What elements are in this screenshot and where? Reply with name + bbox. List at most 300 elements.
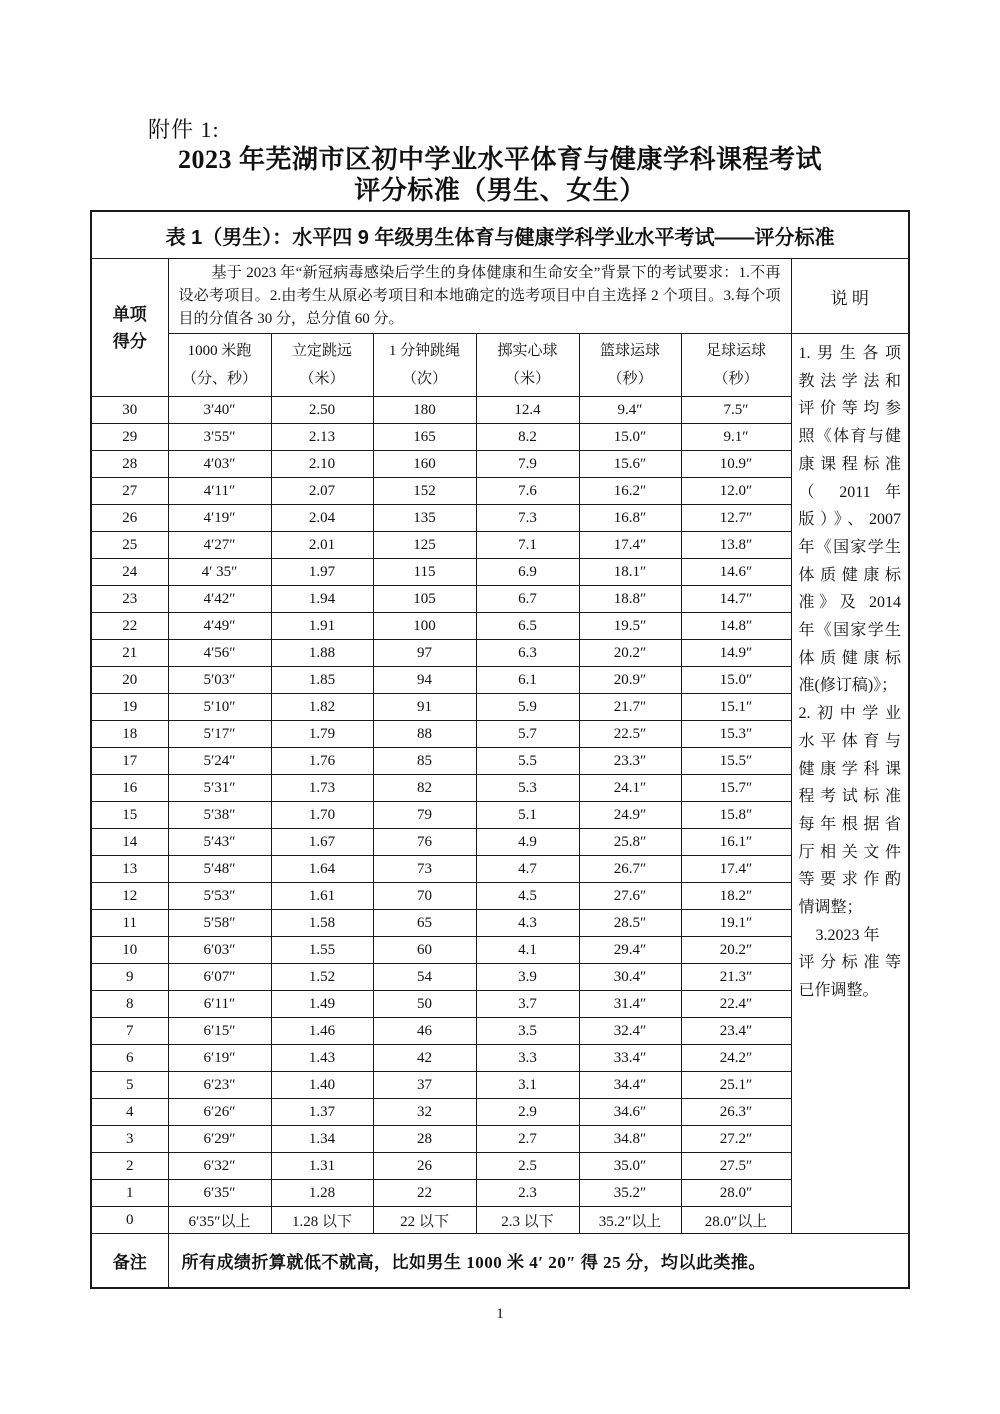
value-cell: 12.4: [476, 397, 579, 424]
value-cell: 15.8″: [681, 802, 791, 829]
value-cell: 1.43: [271, 1045, 373, 1072]
value-cell: 6.1: [476, 667, 579, 694]
table-row: [91, 667, 909, 694]
value-cell: 6.7: [476, 586, 579, 613]
event-unit: （米）: [504, 371, 550, 387]
value-cell: 5′48″: [168, 856, 271, 883]
table-row: [91, 991, 909, 1018]
value-cell: 14.9″: [681, 640, 791, 667]
notes-line: 教法学法和: [798, 372, 902, 390]
value-cell: 37: [373, 1072, 476, 1099]
event-column-header: [271, 334, 373, 397]
value-cell: 105: [373, 586, 476, 613]
value-cell: 1.31: [271, 1153, 373, 1180]
value-cell: 6′26″: [168, 1099, 271, 1126]
value-cell: 91: [373, 694, 476, 721]
value-cell: 12.0″: [681, 478, 791, 505]
value-cell: 1.40: [271, 1072, 373, 1099]
table-row: [91, 1126, 909, 1153]
event-unit: （分、秒）: [181, 371, 257, 387]
table-row: [91, 532, 909, 559]
value-cell: 2.5: [476, 1153, 579, 1180]
value-cell: 27.2″: [681, 1126, 791, 1153]
notes-line: 康课程标准: [798, 455, 902, 473]
value-cell: 21.3″: [681, 964, 791, 991]
value-cell: 50: [373, 991, 476, 1018]
value-cell: 70: [373, 883, 476, 910]
value-cell: 160: [373, 451, 476, 478]
notes-line: 每年根据省: [798, 815, 902, 833]
value-cell: 6′35″: [168, 1180, 271, 1207]
value-cell: 28.5″: [579, 910, 681, 937]
value-cell: 5′53″: [168, 883, 271, 910]
value-cell: 2.10: [271, 451, 373, 478]
value-cell: 4′27″: [168, 532, 271, 559]
score-cell: 20: [91, 667, 168, 694]
score-cell: 12: [91, 883, 168, 910]
score-cell: 0: [91, 1207, 168, 1234]
value-cell: 4′03″: [168, 451, 271, 478]
value-cell: 3.3: [476, 1045, 579, 1072]
value-cell: 5′58″: [168, 910, 271, 937]
value-cell: 3.1: [476, 1072, 579, 1099]
value-cell: 60: [373, 937, 476, 964]
score-cell: 1: [91, 1180, 168, 1207]
value-cell: 4′56″: [168, 640, 271, 667]
value-cell: 7.6: [476, 478, 579, 505]
event-column-header: [579, 334, 681, 397]
notes-line: 评分标准等: [798, 954, 902, 972]
value-cell: 1.49: [271, 991, 373, 1018]
value-cell: 1.55: [271, 937, 373, 964]
table-row: [91, 586, 909, 613]
value-cell: 5′17″: [168, 721, 271, 748]
value-cell: 2.3 以下: [476, 1207, 579, 1234]
notes-line: 1.男生各项: [798, 345, 902, 362]
table-row: [91, 451, 909, 478]
table-row: [91, 613, 909, 640]
table-row: [91, 937, 909, 964]
value-cell: 6.9: [476, 559, 579, 586]
score-header-line1: 单项: [112, 304, 147, 324]
value-cell: 19.1″: [681, 910, 791, 937]
value-cell: 16.1″: [681, 829, 791, 856]
value-cell: 4.5: [476, 883, 579, 910]
table-row: [91, 505, 909, 532]
event-name: 掷实心球: [497, 343, 558, 359]
notes-header: 说 明: [791, 259, 909, 334]
value-cell: 5′10″: [168, 694, 271, 721]
score-cell: 22: [91, 613, 168, 640]
score-header-line2: 得分: [112, 331, 147, 351]
table-row: [91, 424, 909, 451]
value-cell: 5.9: [476, 694, 579, 721]
value-cell: 17.4″: [681, 856, 791, 883]
value-cell: 2.07: [271, 478, 373, 505]
score-cell: 23: [91, 586, 168, 613]
value-cell: 18.1″: [579, 559, 681, 586]
table-row: [91, 883, 909, 910]
score-cell: 14: [91, 829, 168, 856]
value-cell: 4′49″: [168, 613, 271, 640]
table-row: [91, 1180, 909, 1207]
value-cell: 24.9″: [579, 802, 681, 829]
table-row: [91, 478, 909, 505]
score-cell: 30: [91, 397, 168, 424]
value-cell: 31.4″: [579, 991, 681, 1018]
table-title-row: [91, 211, 909, 259]
value-cell: 165: [373, 424, 476, 451]
value-cell: 7.5″: [681, 397, 791, 424]
score-cell: 11: [91, 910, 168, 937]
table-row: [91, 640, 909, 667]
value-cell: 46: [373, 1018, 476, 1045]
event-name: 1000 米跑: [187, 343, 252, 359]
value-cell: 4.1: [476, 937, 579, 964]
value-cell: 5.1: [476, 802, 579, 829]
value-cell: 20.9″: [579, 667, 681, 694]
table-title: 表 1（男生）：水平四 9 年级男生体育与健康学科学业水平考试——评分标准: [91, 211, 909, 259]
value-cell: 82: [373, 775, 476, 802]
value-cell: 18.2″: [681, 883, 791, 910]
value-cell: 18.8″: [579, 586, 681, 613]
value-cell: 73: [373, 856, 476, 883]
value-cell: 24.1″: [579, 775, 681, 802]
value-cell: 15.6″: [579, 451, 681, 478]
score-cell: 26: [91, 505, 168, 532]
value-cell: 54: [373, 964, 476, 991]
value-cell: 1.67: [271, 829, 373, 856]
value-cell: 28: [373, 1126, 476, 1153]
notes-line: 已作调整。: [798, 982, 879, 1000]
notes-content: [791, 334, 909, 1234]
table-row: [91, 694, 909, 721]
table-row: [91, 1099, 909, 1126]
value-cell: 180: [373, 397, 476, 424]
table-row: [91, 829, 909, 856]
value-cell: 6′15″: [168, 1018, 271, 1045]
event-name: 立定跳远: [291, 343, 352, 359]
value-cell: 28.0″以上: [681, 1207, 791, 1234]
score-column-header: [91, 259, 168, 397]
value-cell: 1.82: [271, 694, 373, 721]
table-row: [91, 1153, 909, 1180]
value-cell: 4.3: [476, 910, 579, 937]
notes-line: （ 2011 年: [798, 483, 902, 501]
value-cell: 1.70: [271, 802, 373, 829]
value-cell: 42: [373, 1045, 476, 1072]
value-cell: 2.9: [476, 1099, 579, 1126]
value-cell: 3′55″: [168, 424, 271, 451]
score-cell: 13: [91, 856, 168, 883]
event-column-header: [476, 334, 579, 397]
notes-line: 健康学科课: [798, 760, 902, 778]
score-cell: 2: [91, 1153, 168, 1180]
value-cell: 20.2″: [681, 937, 791, 964]
value-cell: 1.28: [271, 1180, 373, 1207]
value-cell: 4.7: [476, 856, 579, 883]
value-cell: 1.88: [271, 640, 373, 667]
value-cell: 3.7: [476, 991, 579, 1018]
value-cell: 15.1″: [681, 694, 791, 721]
table-row: [91, 397, 909, 424]
value-cell: 5′31″: [168, 775, 271, 802]
value-cell: 152: [373, 478, 476, 505]
value-cell: 3.9: [476, 964, 579, 991]
value-cell: 17.4″: [579, 532, 681, 559]
notes-line: 准》及 2014: [798, 594, 902, 612]
value-cell: 4′42″: [168, 586, 271, 613]
value-cell: 7.1: [476, 532, 579, 559]
value-cell: 100: [373, 613, 476, 640]
value-cell: 5.3: [476, 775, 579, 802]
notes-line: 版）》、2007: [798, 511, 902, 529]
notes-line: 程考试标准: [798, 788, 902, 806]
value-cell: 12.7″: [681, 505, 791, 532]
score-cell: 9: [91, 964, 168, 991]
document-title-line1: 2023 年芜湖市区初中学业水平体育与健康学科课程考试: [177, 145, 822, 174]
value-cell: 2.04: [271, 505, 373, 532]
score-table: [90, 210, 910, 1289]
value-cell: 1.34: [271, 1126, 373, 1153]
value-cell: 1.91: [271, 613, 373, 640]
value-cell: 35.2″以上: [579, 1207, 681, 1234]
table-row: [91, 910, 909, 937]
table-row: [91, 964, 909, 991]
value-cell: 24.2″: [681, 1045, 791, 1072]
value-cell: 1.61: [271, 883, 373, 910]
value-cell: 6′19″: [168, 1045, 271, 1072]
score-cell: 5: [91, 1072, 168, 1099]
value-cell: 33.4″: [579, 1045, 681, 1072]
event-column-header: [681, 334, 791, 397]
value-cell: 23.4″: [681, 1018, 791, 1045]
value-cell: 115: [373, 559, 476, 586]
table-row: [91, 775, 909, 802]
value-cell: 2.13: [271, 424, 373, 451]
value-cell: 6′07″: [168, 964, 271, 991]
table-row: [91, 559, 909, 586]
value-cell: 16.8″: [579, 505, 681, 532]
score-cell: 16: [91, 775, 168, 802]
value-cell: 1.58: [271, 910, 373, 937]
event-unit: （秒）: [713, 371, 759, 387]
exam-requirements: 基于 2023 年“新冠病毒感染后学生的身体健康和生命安全”背景下的考试要求：1.不再设必考项目。2.由考生从原必考项目和本地确定的选考项目中自主选择 2 个项目。3.每个项目的分值各 30 分，总分值 60 分。: [168, 259, 791, 334]
value-cell: 30.4″: [579, 964, 681, 991]
value-cell: 1.85: [271, 667, 373, 694]
value-cell: 8.2: [476, 424, 579, 451]
score-cell: 21: [91, 640, 168, 667]
value-cell: 22.4″: [681, 991, 791, 1018]
value-cell: 20.2″: [579, 640, 681, 667]
value-cell: 6.3: [476, 640, 579, 667]
value-cell: 4′11″: [168, 478, 271, 505]
score-cell: 4: [91, 1099, 168, 1126]
value-cell: 5.5: [476, 748, 579, 775]
value-cell: 28.0″: [681, 1180, 791, 1207]
value-cell: 7.3: [476, 505, 579, 532]
value-cell: 79: [373, 802, 476, 829]
value-cell: 15.3″: [681, 721, 791, 748]
value-cell: 26.3″: [681, 1099, 791, 1126]
column-units-row: [91, 334, 909, 397]
notes-line: 水平体育与: [798, 732, 902, 750]
score-cell: 18: [91, 721, 168, 748]
value-cell: 29.4″: [579, 937, 681, 964]
value-cell: 6.5: [476, 613, 579, 640]
value-cell: 6′23″: [168, 1072, 271, 1099]
value-cell: 5′24″: [168, 748, 271, 775]
value-cell: 76: [373, 829, 476, 856]
value-cell: 14.7″: [681, 586, 791, 613]
score-cell: 24: [91, 559, 168, 586]
event-name: 篮球运球: [599, 343, 660, 359]
value-cell: 32.4″: [579, 1018, 681, 1045]
remark-text: 所有成绩折算就低不就高，比如男生 1000 米 4′ 20″ 得 25 分，均以此类推。: [168, 1234, 909, 1289]
notes-line: 年《国家学生: [798, 622, 902, 640]
value-cell: 5.7: [476, 721, 579, 748]
value-cell: 14.6″: [681, 559, 791, 586]
value-cell: 6′03″: [168, 937, 271, 964]
score-cell: 15: [91, 802, 168, 829]
remark-label: 备注: [91, 1234, 168, 1289]
value-cell: 1.76: [271, 748, 373, 775]
value-cell: 5′43″: [168, 829, 271, 856]
score-cell: 10: [91, 937, 168, 964]
event-column-header: [373, 334, 476, 397]
table-row: [91, 721, 909, 748]
value-cell: 27.6″: [579, 883, 681, 910]
value-cell: 15.7″: [681, 775, 791, 802]
value-cell: 65: [373, 910, 476, 937]
value-cell: 23.3″: [579, 748, 681, 775]
value-cell: 26: [373, 1153, 476, 1180]
notes-line: 年《国家学生: [798, 538, 902, 556]
notes-line: 情调整；: [798, 899, 863, 917]
notes-line: 准(修订稿)》；: [798, 677, 898, 695]
value-cell: 15.0″: [579, 424, 681, 451]
value-cell: 1.64: [271, 856, 373, 883]
notes-line: 照《体育与健: [798, 428, 902, 446]
value-cell: 88: [373, 721, 476, 748]
value-cell: 32: [373, 1099, 476, 1126]
value-cell: 3.5: [476, 1018, 579, 1045]
value-cell: 94: [373, 667, 476, 694]
value-cell: 4′ 35″: [168, 559, 271, 586]
table-row: [91, 1045, 909, 1072]
score-cell: 17: [91, 748, 168, 775]
value-cell: 6′32″: [168, 1153, 271, 1180]
value-cell: 34.4″: [579, 1072, 681, 1099]
value-cell: 97: [373, 640, 476, 667]
score-cell: 8: [91, 991, 168, 1018]
event-name: 1 分钟跳绳: [388, 343, 461, 359]
value-cell: 19.5″: [579, 613, 681, 640]
table-row: [91, 1207, 909, 1234]
value-cell: 6′11″: [168, 991, 271, 1018]
table-row: [91, 1072, 909, 1099]
value-cell: 7.9: [476, 451, 579, 478]
value-cell: 2.7: [476, 1126, 579, 1153]
value-cell: 25.8″: [579, 829, 681, 856]
attachment-label: 附件 1:: [148, 117, 220, 142]
value-cell: 22 以下: [373, 1207, 476, 1234]
event-unit: （米）: [299, 371, 345, 387]
value-cell: 4′19″: [168, 505, 271, 532]
document-title: [0, 144, 1000, 206]
document-title-line2: 评分标准（男生、女生）: [354, 176, 646, 205]
value-cell: 26.7″: [579, 856, 681, 883]
value-cell: 6′29″: [168, 1126, 271, 1153]
score-cell: 27: [91, 478, 168, 505]
value-cell: 14.8″: [681, 613, 791, 640]
notes-line: 体质健康标: [798, 649, 902, 667]
value-cell: 5′38″: [168, 802, 271, 829]
score-cell: 3: [91, 1126, 168, 1153]
event-unit: （秒）: [607, 371, 653, 387]
value-cell: 35.2″: [579, 1180, 681, 1207]
value-cell: 1.46: [271, 1018, 373, 1045]
value-cell: 125: [373, 532, 476, 559]
value-cell: 1.94: [271, 586, 373, 613]
notes-line: 3.2023 年: [815, 926, 880, 944]
value-cell: 2.01: [271, 532, 373, 559]
event-column-header: [168, 334, 271, 397]
score-cell: 29: [91, 424, 168, 451]
value-cell: 13.8″: [681, 532, 791, 559]
value-cell: 34.8″: [579, 1126, 681, 1153]
value-cell: 85: [373, 748, 476, 775]
value-cell: 10.9″: [681, 451, 791, 478]
notes-line: 体质健康标: [798, 566, 902, 584]
value-cell: 6′35″以上: [168, 1207, 271, 1234]
table-row: [91, 856, 909, 883]
value-cell: 27.5″: [681, 1153, 791, 1180]
table-row: [91, 1018, 909, 1045]
value-cell: 135: [373, 505, 476, 532]
value-cell: 3′40″: [168, 397, 271, 424]
notes-line: 评价等均参: [798, 400, 902, 418]
score-cell: 7: [91, 1018, 168, 1045]
page-number: 1: [496, 1306, 504, 1322]
value-cell: 35.0″: [579, 1153, 681, 1180]
value-cell: 1.79: [271, 721, 373, 748]
event-unit: （次）: [401, 371, 447, 387]
value-cell: 15.5″: [681, 748, 791, 775]
value-cell: 2.50: [271, 397, 373, 424]
value-cell: 1.52: [271, 964, 373, 991]
value-cell: 22.5″: [579, 721, 681, 748]
value-cell: 34.6″: [579, 1099, 681, 1126]
notes-line: 等要求作酌: [798, 871, 902, 889]
value-cell: 1.28 以下: [271, 1207, 373, 1234]
table-row: [91, 802, 909, 829]
value-cell: 1.73: [271, 775, 373, 802]
value-cell: 9.4″: [579, 397, 681, 424]
value-cell: 15.0″: [681, 667, 791, 694]
notes-line: 厅相关文件: [798, 843, 902, 861]
value-cell: 5′03″: [168, 667, 271, 694]
value-cell: 2.3: [476, 1180, 579, 1207]
value-cell: 16.2″: [579, 478, 681, 505]
table-row: [91, 748, 909, 775]
score-cell: 25: [91, 532, 168, 559]
value-cell: 4.9: [476, 829, 579, 856]
table-header-row: [91, 259, 909, 334]
value-cell: 9.1″: [681, 424, 791, 451]
score-cell: 19: [91, 694, 168, 721]
event-name: 足球运球: [705, 343, 766, 359]
